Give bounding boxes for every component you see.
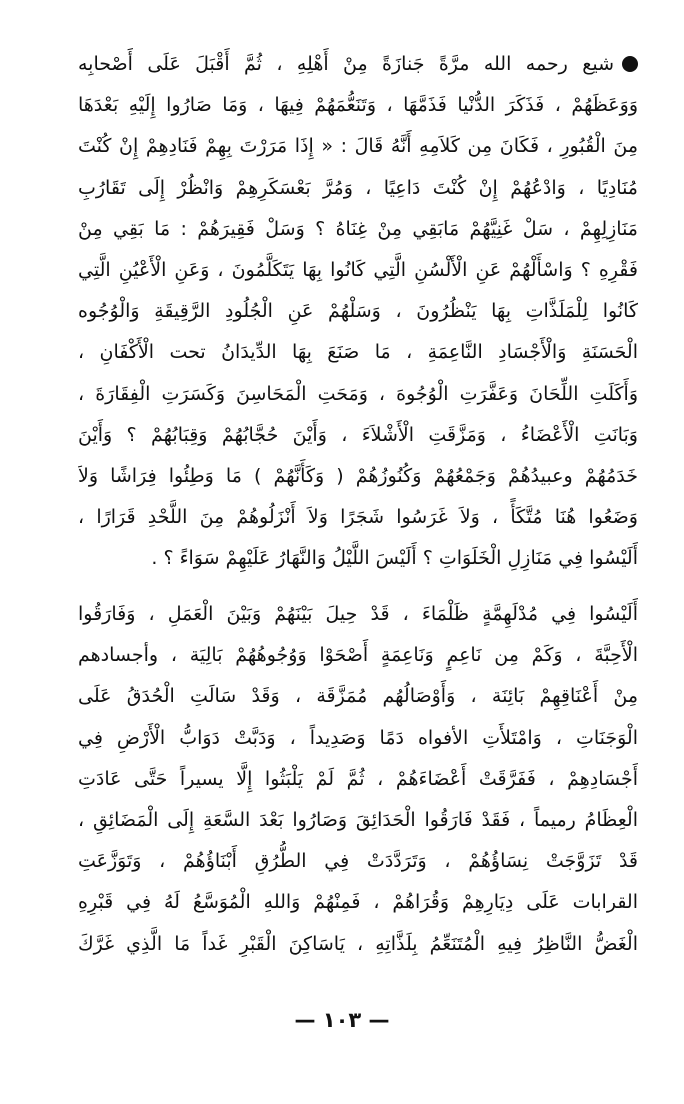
text-line: أَلَيْسُوا فِي مَنَازِلِ الْخَلَوَاتِ ؟ أَلَيْسَ اللَّيْلُ وَالنَّهَارُ عَلَيْهِمْ سَوَاءً ؟ . bbox=[151, 547, 638, 570]
paragraph-1 bbox=[78, 44, 638, 579]
text-line: وَوَعَظَهُمْ ، فَذَكَرَ الدُّنْيا فَذَمَّهَا ، وَتَنَعُّمَهُمْ فِيهَا ، وَمَا صَارُوا إِلَيْهِ بَعْدَهَا bbox=[78, 94, 638, 117]
text-line: مَنَازِلِهِمْ ، سَلْ غَنِيَّهُمْ مَابَقِي مِنْ غِنَاهُ ؟ وَسَلْ فَقِيرَهُمْ : مَا بَقِي مِنْ bbox=[78, 217, 638, 240]
text-line: مِنْ أَعْنَاقِهِمْ بَائِنَة ، وَأَوْصَالُهُم مُمَزَّقَة ، وَقَدْ سَالَتِ الْحُدَقُ عَلَى bbox=[78, 685, 638, 708]
paragraph-2 bbox=[78, 594, 638, 965]
text-line: الْعِظَامُ رميماً ، فَقَدْ فَارَقُوا الْحَدَائِقَ وَصَارُوا بَعْدَ السَّعَةِ إِلَى الْمَضَائِقِ ، bbox=[78, 808, 638, 831]
text-line: الْحَسَنَةِ وَالْأَجْسَادِ النَّاعِمَةِ ، مَا صَنَعَ بِهَا الدِّيدَانُ تحت الْأَكْفَانِ ، bbox=[78, 341, 638, 364]
page-number: — ١٠٣ — bbox=[294, 1008, 390, 1032]
text-line: القرابات عَلَى دِيَارِهِمْ وَقُرَاهُمْ ، فَمِنْهُمْ وَاللهِ الْمُوَسَّعُ لَهُ فِي قَبْرِهِ bbox=[78, 891, 638, 914]
text-line: أَلَيْسُوا فِي مُدْلَهِمَّةٍ ظَلْمَاءَ ، قَدْ حِيلَ بَيْنَهُمْ وَبَيْنَ الْعَمَلِ ، وَفَارَقُوا bbox=[78, 603, 638, 625]
text-line: أَجْسَادِهِمْ ، فَفَرَّقَتْ أَعْضَاءَهُمْ ، ثُمَّ لَمْ يَلْبَثُوا إِلَّا يسيراً حَتَّى عَادَتِ bbox=[78, 767, 638, 790]
text-line: قَدْ تَزَوَّجَتْ نِسَاؤُهُمْ ، وَتَرَدَّدَتْ فِي الطُّرُقِ أَبْنَاؤُهُمْ ، وَتَوَزَّعَتِ bbox=[78, 850, 638, 873]
text-line: وَضَعُوا هُنَا مُتَّكَأً ، وَلاَ غَرَسُوا شَجَرًا وَلاَ أَنْزَلُوهُمْ مِنَ اللَّحْدِ قَرَارًا ، bbox=[78, 506, 638, 529]
text-line: خَدَمُهُمْ وعبيدُهُمْ وَجَمْعُهُمْ وَكُنُوزُهُمْ ( وَكَأَنَّهُمْ ) مَا وَطِئُوا فِرَاشًا وَلاَ bbox=[78, 464, 638, 487]
text-line: وَبَانَتِ الْأَعْضَاءُ ، وَمَزَّقَتِ الْأَشْلاَءَ ، وَأَيْنَ حُجَّابُهُمْ وَقِبَابُهُمْ ؟ وَأَيْنَ bbox=[78, 423, 638, 446]
text-line: كَانُوا لِلْمَلَذَّاتِ بِهَا يَنْظُرُونَ ، وَسَلْهُمْ عَنِ الْجُلُودِ الرَّقِيقَةِ وَالْوُجُوه bbox=[78, 300, 638, 323]
bullet-icon bbox=[622, 56, 638, 72]
text-line: الْوَجَنَاتِ ، وَامْتَلأَتِ الأفواه دَمًا وَصَدِيداً ، وَدَبَّتْ دَوَابُّ الْأَرْضِ فِي bbox=[78, 726, 638, 749]
text-line: الْغَضُّ النَّاظِرُ فِيهِ الْمُتَنَعِّمُ بِلَذَّاتِهِ ، يَاسَاكِنَ الْقَبْرِ غَداً مَا الَّذِي غَرَّكَ bbox=[78, 932, 638, 955]
text-line: فَقْرِهِ ؟ وَاسْأَلْهُمْ عَنِ الْأَلْسُنِ الَّتِي كَانُوا بِهَا يَتَكَلَّمُونَ ، وَعَنِ الْأَعْيُنِ الَّتِي bbox=[78, 258, 638, 281]
text-line: مُنَادِيًا ، وَادْعُهُمْ إِنْ كُنْتَ دَاعِيًا ، وَمُرَّ بَعْسَكَرِهِمْ وَانْظُرْ إِلَى تَقَارُبِ bbox=[78, 176, 638, 199]
text-line: مِنَ الْقُبُورِ ، فَكَانَ مِن كَلاَمِهِ أَنَّهُ قَالَ : « إِذَا مَرَرْتَ بِهِمْ فَنَادِهِمْ إِنْ كُنْتَ bbox=[78, 135, 638, 158]
text-line: وَأَكَلَتِ اللِّحَانَ وَعَفَّرَتِ الْوُجُوهَ ، وَمَحَتِ الْمَحَاسِنَ وَكَسَرَتِ الْفِقَارَةَ ، bbox=[78, 382, 638, 405]
text-line: شيع رحمه الله مرَّةً جَنازَةً مِنْ أَهْلِهِ ، ثُمَّ أَقْبَلَ عَلَى أَصْحابِه bbox=[78, 44, 638, 85]
text-line: الْأَحِبَّةَ ، وَكَمْ مِن نَاعِمٍ وَنَاعِمَةٍ أَصْحَوْا وَوُجُوهُهُمْ بَالِيَة ، وأجسادهم bbox=[78, 644, 638, 667]
